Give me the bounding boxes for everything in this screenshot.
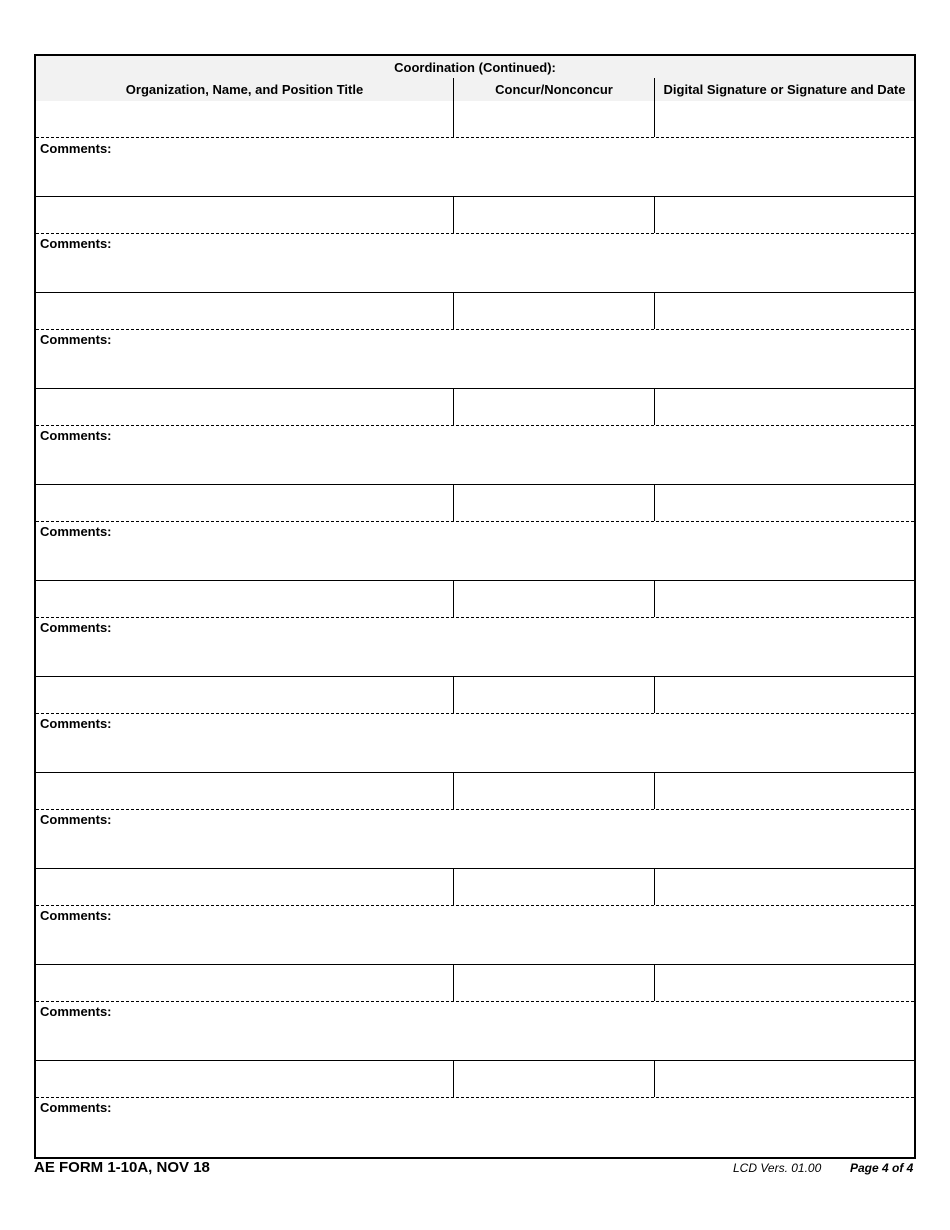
org-name-field[interactable]	[36, 581, 454, 617]
coordination-entry	[36, 388, 914, 484]
signature-field[interactable]	[655, 677, 914, 713]
concur-field[interactable]	[454, 581, 655, 617]
coordination-entry	[36, 196, 914, 292]
org-name-field[interactable]	[36, 965, 454, 1001]
concur-field[interactable]	[454, 677, 655, 713]
org-name-field[interactable]	[36, 773, 454, 809]
entry-row	[36, 676, 914, 714]
coordination-entry	[36, 101, 914, 197]
entry-row	[36, 388, 914, 426]
coordination-entry	[36, 676, 914, 772]
entry-row	[36, 1060, 914, 1098]
column-header-signature: Digital Signature or Signature and Date	[663, 82, 906, 97]
org-name-field[interactable]	[36, 485, 454, 521]
concur-field[interactable]	[454, 101, 655, 137]
concur-field[interactable]	[454, 485, 655, 521]
comments-field[interactable]	[36, 425, 914, 484]
concur-field[interactable]	[454, 869, 655, 905]
form-id: AE FORM 1-10A, NOV 18	[34, 1159, 210, 1176]
coordination-form	[34, 54, 916, 1159]
comments-label: Comments:	[40, 1004, 112, 1019]
comments-label: Comments:	[40, 428, 112, 443]
concur-field[interactable]	[454, 197, 655, 233]
comments-field[interactable]	[36, 521, 914, 580]
entry-row	[36, 484, 914, 522]
signature-field[interactable]	[655, 485, 914, 521]
comments-field[interactable]	[36, 233, 914, 292]
concur-field[interactable]	[454, 965, 655, 1001]
comments-label: Comments:	[40, 141, 112, 156]
comments-label: Comments:	[40, 1100, 112, 1115]
coordination-entry	[36, 772, 914, 868]
comments-field[interactable]	[36, 1001, 914, 1060]
org-name-field[interactable]	[36, 197, 454, 233]
entry-row	[36, 580, 914, 618]
signature-field[interactable]	[655, 581, 914, 617]
concur-field[interactable]	[454, 773, 655, 809]
signature-field[interactable]	[655, 965, 914, 1001]
concur-field[interactable]	[454, 389, 655, 425]
comments-field[interactable]	[36, 809, 914, 868]
coordination-entry	[36, 868, 914, 964]
comments-label: Comments:	[40, 524, 112, 539]
column-header-org: Organization, Name, and Position Title	[125, 82, 364, 97]
form-version: LCD Vers. 01.00	[733, 1161, 822, 1175]
form-title: Coordination (Continued):	[394, 60, 556, 75]
coordination-entry	[36, 484, 914, 580]
comments-field[interactable]	[36, 713, 914, 772]
entry-row	[36, 292, 914, 330]
column-header-concur: Concur/Nonconcur	[495, 82, 613, 97]
comments-field[interactable]	[36, 329, 914, 388]
signature-field[interactable]	[655, 101, 914, 137]
coordination-entry	[36, 292, 914, 388]
signature-field[interactable]	[655, 197, 914, 233]
coordination-entry	[36, 964, 914, 1060]
org-name-field[interactable]	[36, 101, 454, 137]
comments-label: Comments:	[40, 908, 112, 923]
org-name-field[interactable]	[36, 869, 454, 905]
org-name-field[interactable]	[36, 677, 454, 713]
concur-field[interactable]	[454, 1061, 655, 1097]
entry-row	[36, 964, 914, 1002]
signature-field[interactable]	[655, 773, 914, 809]
entry-row	[36, 772, 914, 810]
entry-row	[36, 868, 914, 906]
comments-field[interactable]	[36, 1097, 914, 1156]
comments-label: Comments:	[40, 716, 112, 731]
signature-field[interactable]	[655, 293, 914, 329]
comments-label: Comments:	[40, 812, 112, 827]
signature-field[interactable]	[655, 1061, 914, 1097]
signature-field[interactable]	[655, 389, 914, 425]
org-name-field[interactable]	[36, 293, 454, 329]
comments-label: Comments:	[40, 620, 112, 635]
signature-field[interactable]	[655, 869, 914, 905]
page-number: Page 4 of 4	[850, 1161, 914, 1175]
org-name-field[interactable]	[36, 1061, 454, 1097]
entry-row	[36, 196, 914, 234]
comments-field[interactable]	[36, 905, 914, 964]
form-header	[36, 56, 914, 101]
comments-label: Comments:	[40, 236, 112, 251]
entry-row	[36, 101, 914, 138]
concur-field[interactable]	[454, 293, 655, 329]
coordination-entry	[36, 1060, 914, 1156]
org-name-field[interactable]	[36, 389, 454, 425]
coordination-entry	[36, 580, 914, 676]
comments-field[interactable]	[36, 617, 914, 676]
comments-label: Comments:	[40, 332, 112, 347]
comments-field[interactable]	[36, 138, 914, 197]
